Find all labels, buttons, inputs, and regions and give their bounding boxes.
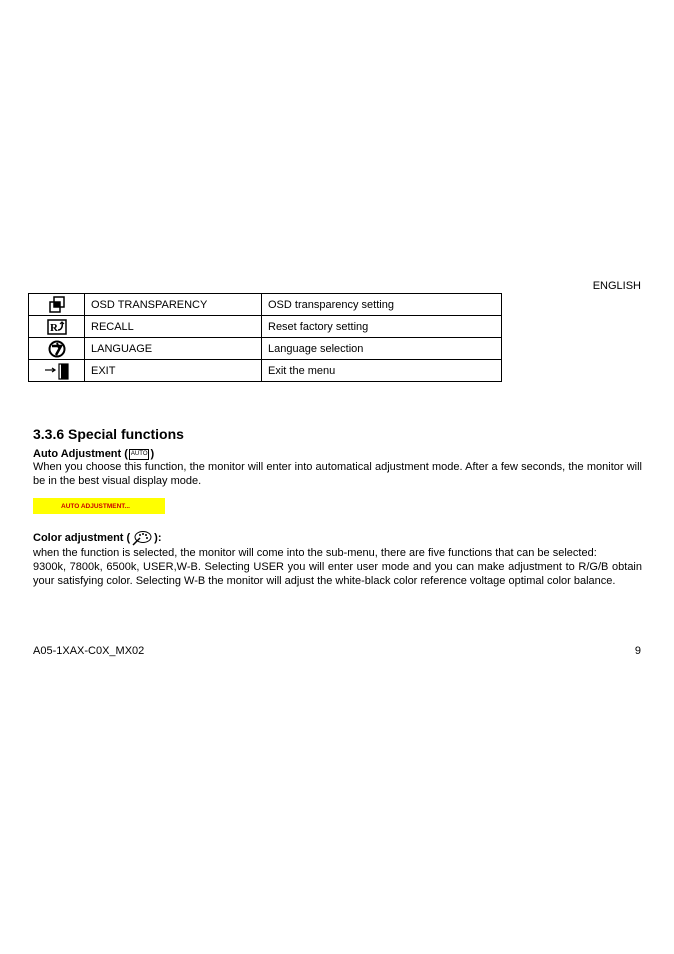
document-code: A05-1XAX-C0X_MX02 bbox=[33, 645, 145, 657]
table-row bbox=[29, 294, 502, 316]
function-name: EXIT bbox=[85, 360, 262, 382]
table-row bbox=[29, 338, 502, 360]
color-adjustment-intro: when the function is selected, the monitor will come into the sub-menu, there are five functions that can be selected: bbox=[33, 547, 597, 559]
heading-text: ) bbox=[150, 448, 155, 460]
language-icon bbox=[48, 340, 66, 358]
icon-cell bbox=[29, 294, 85, 316]
palette-icon bbox=[132, 530, 152, 546]
function-description: Reset factory setting bbox=[262, 316, 502, 338]
function-description: OSD transparency setting bbox=[262, 294, 502, 316]
heading-text: Color adjustment ( bbox=[33, 532, 131, 544]
auto-adjustment-banner: AUTO ADJUSTMENT... bbox=[33, 498, 165, 514]
page-footer bbox=[33, 645, 641, 657]
recall-icon bbox=[47, 319, 67, 335]
function-description: Language selection bbox=[262, 338, 502, 360]
table-row bbox=[29, 316, 502, 338]
osd-functions-table bbox=[28, 293, 502, 382]
function-name: OSD TRANSPARENCY bbox=[85, 294, 262, 316]
special-functions-section bbox=[33, 426, 642, 588]
color-adjustment-heading bbox=[33, 530, 642, 546]
auto-adjustment-text: When you choose this function, the monitor will enter into automatical adjustment mode. After a few seconds, the monitor will be in the best visual display mode. bbox=[33, 461, 642, 487]
auto-adjustment-heading bbox=[33, 448, 642, 460]
transparency-icon bbox=[48, 296, 66, 314]
color-adjustment-text: 9300k, 7800k, 6500k, USER,W-B. Selecting USER you will enter user mode and you can make adjustment to R/G/B obtain your satisfying color. Selecting W-B the monitor will adjust the white-black color reference voltage optimal color balance. bbox=[33, 561, 642, 587]
function-name: RECALL bbox=[85, 316, 262, 338]
function-name: LANGUAGE bbox=[85, 338, 262, 360]
icon-cell bbox=[29, 360, 85, 382]
page-number: 9 bbox=[634, 645, 641, 657]
heading-text: Auto Adjustment ( bbox=[33, 448, 128, 460]
svg-text:R: R bbox=[49, 321, 58, 334]
section-title: 3.3.6 Special functions bbox=[33, 426, 184, 442]
exit-icon bbox=[43, 362, 71, 380]
auto-icon: AUTO bbox=[129, 449, 150, 460]
icon-cell bbox=[29, 316, 85, 338]
table-row bbox=[29, 360, 502, 382]
language-header: ENGLISH bbox=[592, 280, 641, 292]
icon-cell bbox=[29, 338, 85, 360]
heading-text: ): bbox=[154, 532, 162, 544]
function-description: Exit the menu bbox=[262, 360, 502, 382]
